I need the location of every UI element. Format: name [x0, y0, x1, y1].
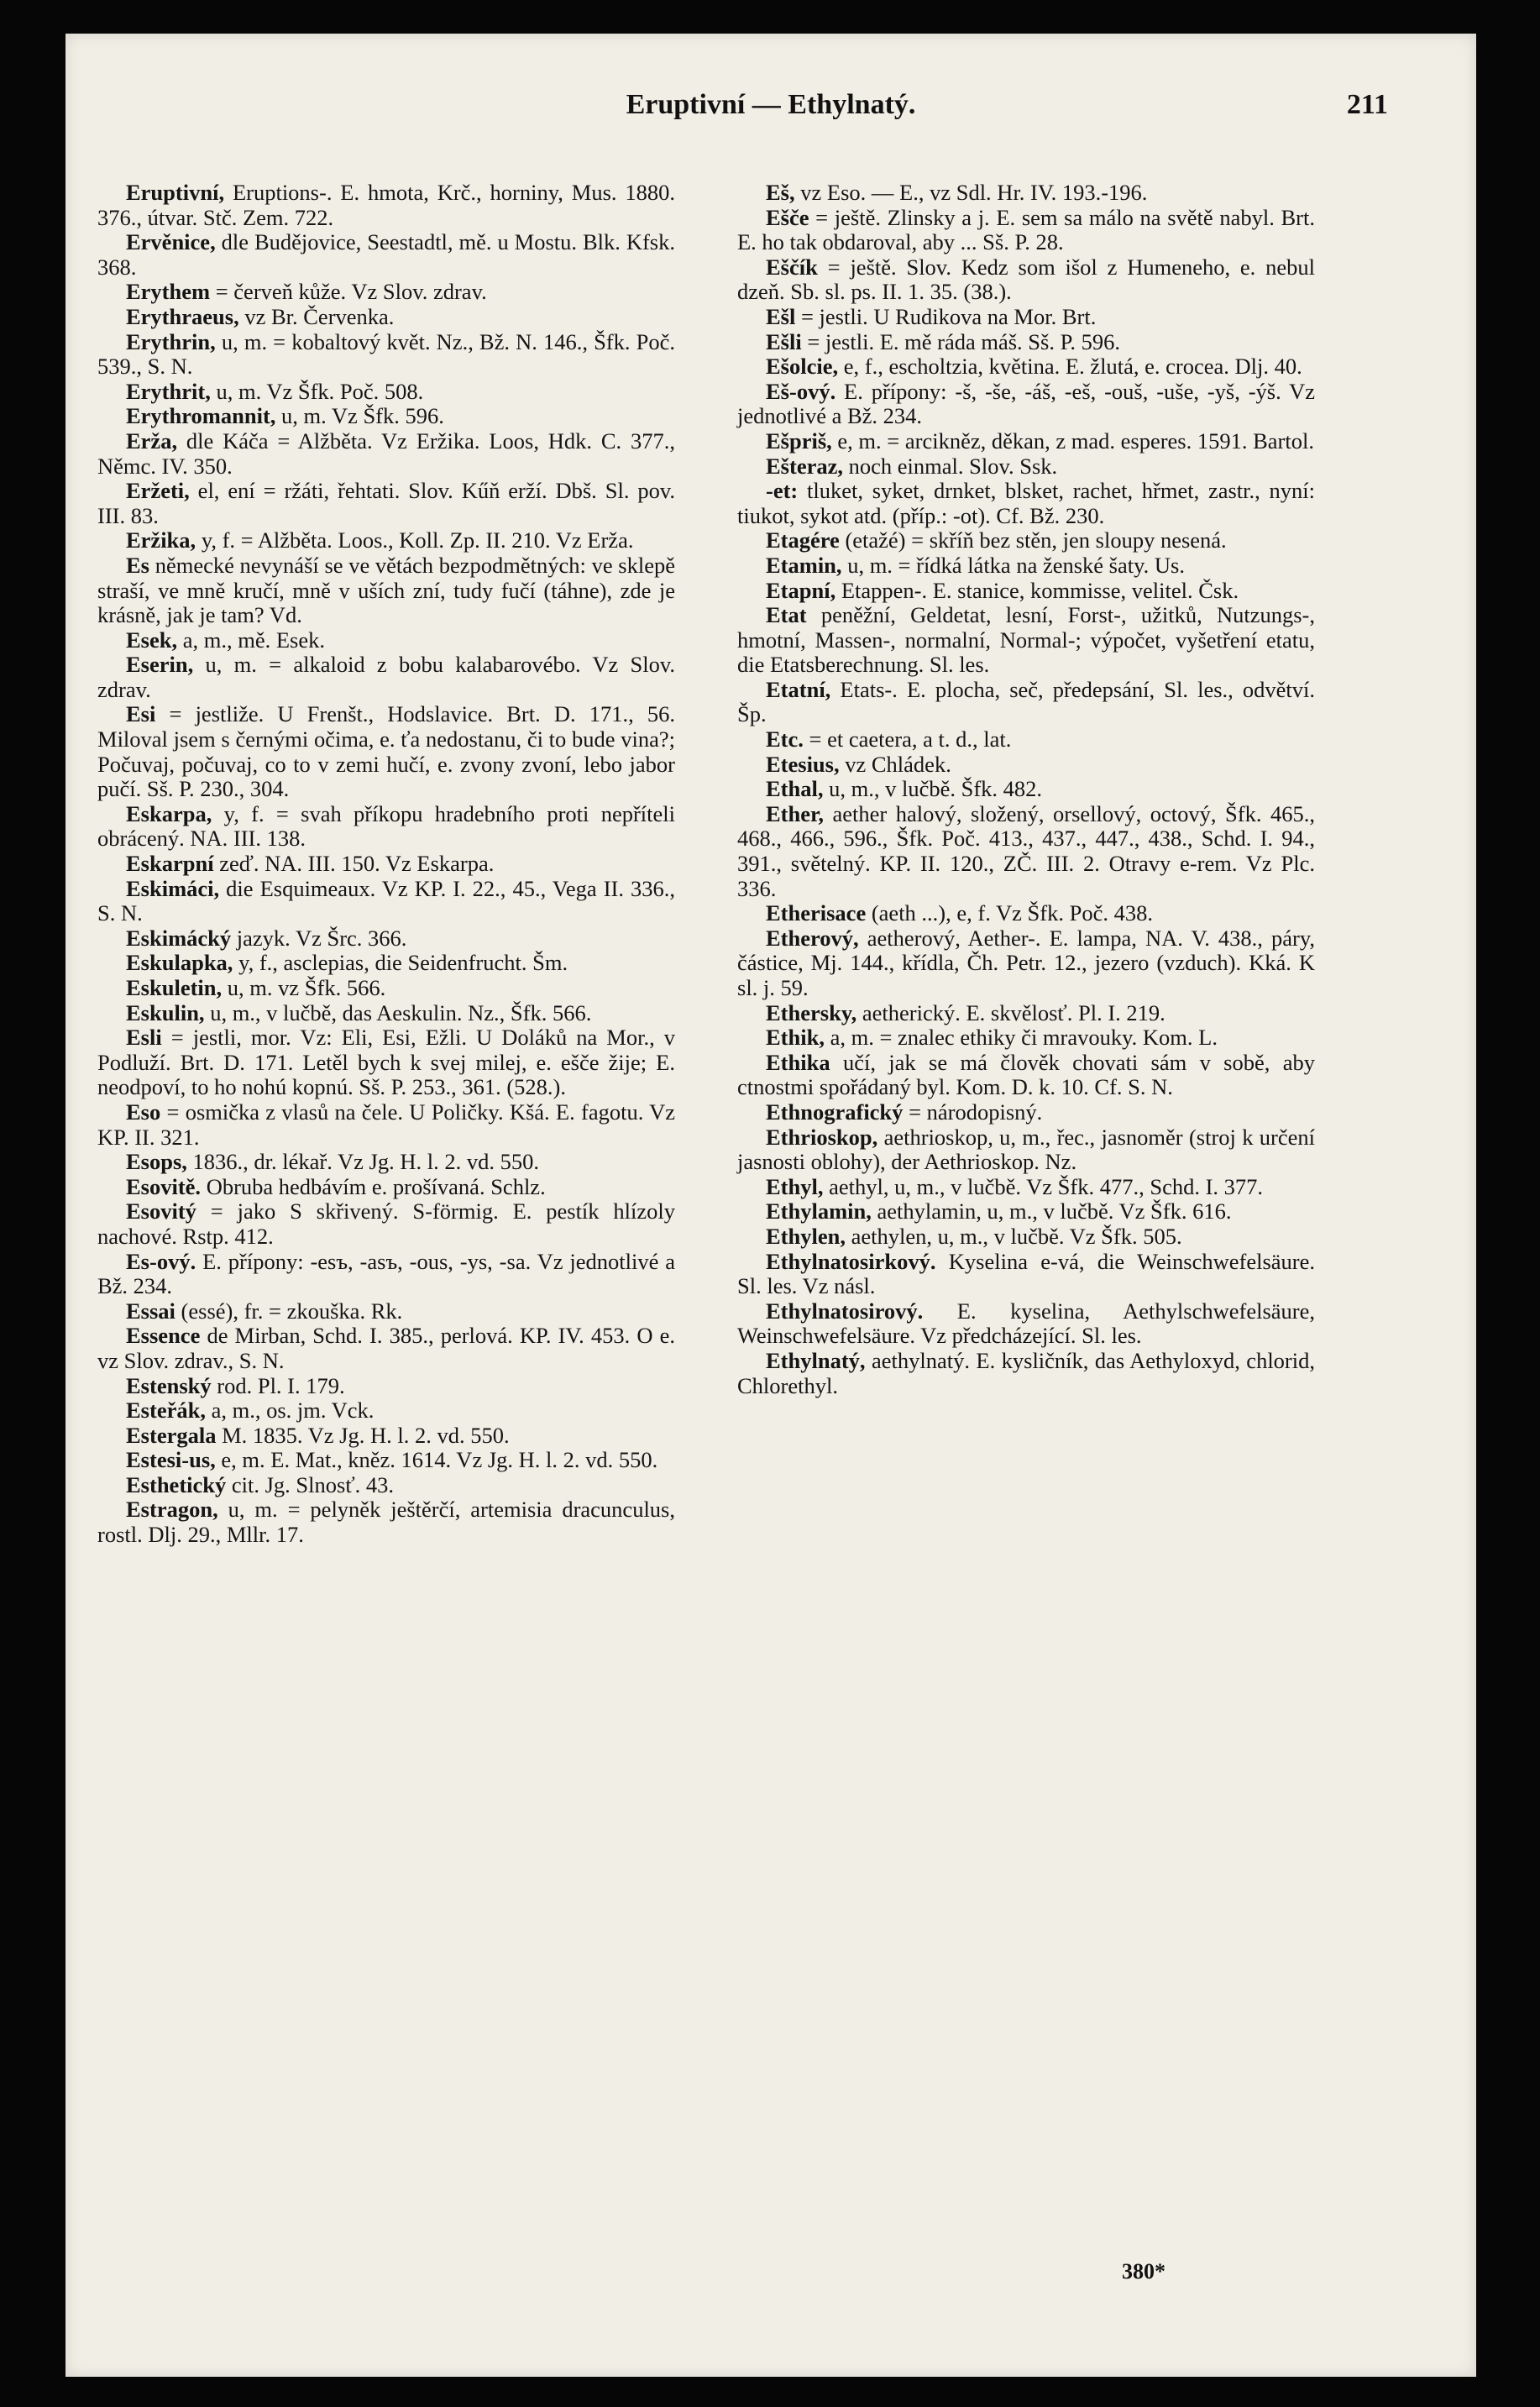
- entry-definition: (etažé) = skříň bez stěn, jen sloupy nesená.: [839, 527, 1227, 553]
- entry-definition: Obruba hedbávím e. prošívaná. Schlz.: [201, 1173, 546, 1199]
- entry-definition: = jestliže. U Frenšt., Hodslavice. Brt. D. 171., 56. Miloval jsem s černými očima, e. ťa nedostanu, či to bude vina?; Počuvaj, počuvaj, co to v zemi hučí, e. zvony zvoní, lebo jabor pučí. Sš. P. 230., 304.: [97, 701, 675, 802]
- entry-headword: Esek,: [126, 627, 178, 653]
- entry-headword: Eskimáci,: [126, 875, 220, 901]
- entry-definition: E. přípony: -esъ, -asъ, -ous, -ys, -sa. Vz jednotlivé a Bž. 234.: [97, 1248, 675, 1299]
- entry-headword: Eruptivní,: [126, 180, 225, 205]
- entry-headword: Erythraeus,: [126, 303, 239, 329]
- dictionary-entry: [737, 802, 1315, 901]
- entry-definition: rod. Pl. I. 179.: [211, 1372, 345, 1398]
- dictionary-entry: [97, 877, 675, 926]
- dictionary-entry: [97, 1175, 675, 1200]
- entry-headword: Ethyl,: [766, 1173, 824, 1199]
- entry-definition: u, m. = alkaloid z bobu kalabarovébo. Vz Slov. zdrav.: [97, 652, 675, 702]
- entry-headword: Ethylnatosirkový.: [766, 1248, 936, 1274]
- dictionary-entry: [97, 1100, 675, 1150]
- entry-headword: Esi: [126, 701, 156, 727]
- entry-definition: = ještě. Slov. Kedz som išol z Humeneho, e. nebul dzeň. Sb. sl. ps. II. 1. 35. (38.).: [737, 254, 1315, 305]
- entry-headword: Etagére: [766, 527, 840, 553]
- entry-definition: e, m. = arcikněz, děkan, z mad. esperes. 1591. Bartol.: [831, 427, 1314, 454]
- entry-headword: Eščík: [766, 254, 818, 280]
- page-number: 211: [1346, 89, 1388, 120]
- entry-definition: u, m. = kobaltový květ. Nz., Bž. N. 146., Šfk. Poč. 539., S. N.: [97, 328, 675, 380]
- entry-definition: e, f., escholtzia, květina. E. žlutá, e. crocea. Dlj. 40.: [838, 354, 1302, 380]
- entry-headword: Ethnografický: [766, 1099, 904, 1125]
- entry-definition: cit. Jg. Slnosť. 43.: [226, 1471, 395, 1497]
- entry-definition: = červeň kůže. Vz Slov. zdrav.: [210, 279, 487, 305]
- dictionary-entry: [737, 1025, 1315, 1051]
- entry-definition: y, f. = Alžběta. Loos., Koll. Zp. II. 210. Vz Erža.: [196, 527, 634, 553]
- entry-definition: 1836., dr. lékař. Vz Jg. H. l. 2. vd. 550.: [186, 1149, 539, 1175]
- entry-headword: Ethrioskop,: [766, 1124, 878, 1150]
- entry-headword: Eskarpní: [126, 851, 214, 877]
- dictionary-entry: [737, 1349, 1315, 1398]
- entry-headword: Eso: [126, 1099, 161, 1125]
- entry-headword: Erythrin,: [126, 328, 216, 354]
- entry-headword: Ervěnice,: [126, 229, 216, 255]
- dictionary-entry: [97, 479, 675, 528]
- entry-headword: Erythrit,: [126, 378, 211, 404]
- dictionary-entry: [97, 305, 675, 330]
- entry-definition: E. přípony: -š, -še, -áš, -eš, -ouš, -uše, -yš, -ýš. Vz jednotlivé a Bž. 234.: [737, 378, 1315, 429]
- entry-headword: Estragon,: [126, 1497, 218, 1523]
- entry-definition: učí, jak se má člověk chovati sám v sobě, aby ctnostmi spořádaný byl. Kom. D. k. 10. Cf. S. N.: [737, 1049, 1315, 1100]
- entry-headword: Eserin,: [126, 652, 194, 678]
- entry-definition: aetherový, Aether-. E. lampa, NA. V. 438., páry, částice, Mj. 144., křídla, Čh. Petr. 12., jezero (vzduch). Kká. K sl. j. 59.: [737, 925, 1315, 1000]
- entry-headword: Esli: [126, 1025, 162, 1051]
- dictionary-entry: [737, 479, 1315, 528]
- dictionary-entry: [737, 1250, 1315, 1299]
- dictionary-entry: [737, 206, 1315, 255]
- entry-definition: M. 1835. Vz Jg. H. l. 2. vd. 550.: [216, 1422, 510, 1448]
- entry-definition: = osmička z vlasů na čele. U Poličky. Kšá. E. fagotu. Vz KP. II. 321.: [97, 1099, 675, 1150]
- entry-definition: = jestli, mor. Vz: Eli, Esi, Ežli. U Doláků na Mor., v Podluží. Brt. D. 171. Letěl bych k svej milej, e. ešče žije; E. neodpoví, to ho nohú kopnú. Sš. P. 253., 361. (528.).: [97, 1025, 675, 1100]
- entry-headword: Eš,: [766, 180, 795, 205]
- dictionary-entry: [97, 1497, 675, 1547]
- entry-definition: = ještě. Zlinsky a j. E. sem sa málo na světě nabyl. Brt. E. ho tak obdaroval, aby ... Sš. P. 28.: [737, 204, 1315, 255]
- entry-headword: Ešpriš,: [766, 427, 832, 454]
- entry-headword: Ethal,: [766, 776, 824, 802]
- entry-headword: Esovitě.: [126, 1173, 202, 1199]
- entry-definition: aethylen, u, m., v lučbě. Vz Šfk. 505.: [845, 1223, 1182, 1249]
- entry-definition: u, m. Vz Šfk. 596.: [275, 403, 444, 429]
- entry-definition: vz Br. Červenka.: [238, 303, 395, 329]
- entry-headword: Etherový,: [766, 925, 859, 951]
- entry-definition: die Esquimeaux. Vz KP. I. 22., 45., Vega II. 336., S. N.: [97, 875, 675, 926]
- entry-definition: vz Eso. — E., vz Sdl. Hr. IV. 193.-196.: [794, 180, 1148, 205]
- dictionary-entry: [97, 951, 675, 976]
- entry-headword: Etherisace: [766, 900, 867, 926]
- entry-definition: aether halový, složený, orsellový, octový, Šfk. 465., 468., 466., 596., Šfk. Poč. 413., 437., 447., 438., Schd. I. 94., 391., světelný. KP. II. 120., ZČ. III. 2. Otravy e-rem. Vz Plc. 336.: [737, 800, 1315, 901]
- entry-headword: -et:: [766, 478, 799, 504]
- dictionary-entry: [737, 305, 1315, 330]
- entry-definition: = jestli. U Rudikova na Mor. Brt.: [795, 303, 1097, 329]
- entry-definition: e, m. E. Mat., kněz. 1614. Vz Jg. H. l. 2. vd. 550.: [215, 1447, 658, 1473]
- entry-headword: Eržeti,: [126, 478, 190, 504]
- entry-definition: Etappen-. E. stanice, kommisse, velitel. Čsk.: [835, 577, 1239, 603]
- entry-headword: Estesi-us,: [126, 1447, 216, 1473]
- entry-headword: Esthetický: [126, 1471, 227, 1497]
- dictionary-entry: [737, 454, 1315, 480]
- dictionary-entry: [737, 1175, 1315, 1200]
- page-header: [65, 89, 1476, 148]
- dictionary-entry: [97, 653, 675, 702]
- dictionary-entry: [97, 976, 675, 1001]
- dictionary-entry: [737, 1100, 1315, 1125]
- entry-definition: = et caetera, a t. d., lat.: [803, 726, 1012, 753]
- entry-headword: Esops,: [126, 1149, 187, 1175]
- dictionary-entry: [737, 1001, 1315, 1026]
- dictionary-entry: [97, 702, 675, 801]
- entry-definition: u, m., v lučbě, das Aeskulin. Nz., Šfk. 566.: [204, 999, 592, 1025]
- entry-definition: peněžní, Geldetat, lesní, Forst-, užitků, Nutzungs-, hmotní, Massen-, normalní, Normal-; výpočet, vyšetření etatu, die Etatsberechnung. Sl. les.: [737, 602, 1315, 678]
- entry-headword: Etat: [766, 602, 807, 628]
- dictionary-entry: [97, 404, 675, 429]
- entry-headword: Es-ový.: [126, 1248, 196, 1274]
- entry-headword: Etatní,: [766, 676, 831, 702]
- dictionary-entry: [737, 603, 1315, 678]
- dictionary-entry: [97, 802, 675, 852]
- dictionary-entry: [737, 753, 1315, 778]
- dictionary-entry: [97, 1448, 675, 1473]
- entry-headword: Ešl: [766, 303, 796, 329]
- entry-definition: Kyselina e-vá, die Weinschwefelsäure. Sl. les. Vz násl.: [737, 1248, 1315, 1299]
- entry-headword: Es: [126, 552, 149, 578]
- dictionary-entry: [737, 1125, 1315, 1175]
- entry-headword: Ethersky,: [766, 999, 857, 1025]
- entry-headword: Ešče: [766, 204, 809, 230]
- entry-definition: u, m. = pelyněk ještěrčí, artemisia dracunculus, rostl. Dlj. 29., Mllr. 17.: [97, 1497, 675, 1548]
- entry-headword: Ešli: [766, 328, 802, 354]
- entry-headword: Eskulapka,: [126, 950, 233, 976]
- entry-definition: u, m. = řídká látka na ženské šaty. Us.: [841, 552, 1185, 578]
- entry-definition: noch einmal. Slov. Ssk.: [842, 453, 1058, 479]
- dictionary-page: [65, 34, 1476, 2377]
- dictionary-entry: [737, 1199, 1315, 1224]
- entry-definition: a, m., mě. Esek.: [177, 627, 326, 653]
- entry-headword: Essai: [126, 1298, 175, 1324]
- entry-definition: aethylamin, u, m., v lučbě. Vz Šfk. 616.: [871, 1198, 1232, 1224]
- entry-headword: Ethylnatosirový.: [766, 1298, 924, 1324]
- dictionary-entry: [97, 429, 675, 479]
- entry-definition: E. kyselina, Aethylschwefelsäure, Weinschwefelsäure. Vz předcházející. Sl. les.: [737, 1298, 1315, 1349]
- entry-definition: (aeth ...), e, f. Vz Šfk. Poč. 438.: [866, 900, 1153, 926]
- entry-definition: u, m. Vz Šfk. Poč. 508.: [210, 378, 424, 404]
- entry-definition: aethrioskop, u, m., řec., jasnoměr (stroj k určení jasnosti oblohy), der Aethrioskop. Nz.: [737, 1124, 1315, 1175]
- entry-definition: vz Chládek.: [839, 751, 951, 777]
- entry-definition: a, m. = znalec ethiky či mravouky. Kom. L.: [824, 1025, 1218, 1051]
- dictionary-entry: [737, 727, 1315, 753]
- dictionary-entry: [97, 230, 675, 280]
- running-head: Eruptivní — Ethylnatý.: [626, 89, 916, 120]
- dictionary-entry: [97, 628, 675, 653]
- entry-definition: de Mirban, Schd. I. 385., perlová. KP. IV. 453. O e. vz Slov. zdrav., S. N.: [97, 1323, 675, 1373]
- entry-definition: dle Budějovice, Seestadtl, mě. u Mostu. Blk. Kfsk. 368.: [97, 229, 675, 280]
- entry-definition: aetherický. E. skvělosť. Pl. I. 219.: [856, 999, 1165, 1025]
- entry-headword: Ešolcie,: [766, 354, 839, 380]
- entry-headword: Essence: [126, 1323, 201, 1349]
- entry-definition: y, f., asclepias, die Seidenfrucht. Šm.: [233, 950, 568, 976]
- entry-definition: zeď. NA. III. 150. Vz Eskarpa.: [213, 851, 495, 877]
- entry-headword: Etapní,: [766, 577, 836, 603]
- entry-headword: Eskimácký: [126, 925, 232, 951]
- entry-definition: u, m. vz Šfk. 566.: [222, 975, 386, 1000]
- entry-definition: Etats-. E. plocha, seč, předepsání, Sl. les., odvětví. Šp.: [737, 676, 1315, 727]
- dictionary-entry: [737, 1299, 1315, 1349]
- dictionary-entry: [97, 1199, 675, 1249]
- dictionary-entry: [97, 1150, 675, 1175]
- dictionary-entry: [97, 553, 675, 628]
- printer-signature: 380*: [1122, 2259, 1165, 2284]
- dictionary-entry: [97, 852, 675, 877]
- dictionary-entry: [97, 1250, 675, 1299]
- dictionary-entry: [737, 330, 1315, 355]
- entry-headword: Etamin,: [766, 552, 842, 578]
- dictionary-entry: [737, 528, 1315, 553]
- entry-definition: tluket, syket, drnket, blsket, rachet, hřmet, zastr., nyní: tiukot, sykot atd. (příp.: -ot). Cf. Bž. 230.: [737, 478, 1315, 528]
- dictionary-entry: [737, 553, 1315, 579]
- dictionary-entry: [97, 1324, 675, 1373]
- entry-headword: Ethylen,: [766, 1223, 846, 1249]
- dictionary-entry: [737, 255, 1315, 305]
- dictionary-entry: [737, 380, 1315, 429]
- dictionary-entry: [737, 777, 1315, 802]
- dictionary-entry: [97, 1424, 675, 1449]
- entry-definition: y, f. = svah příkopu hradebního proti nepříteli obrácený. NA. III. 138.: [97, 800, 675, 852]
- entry-headword: Eš-ový.: [766, 378, 836, 404]
- entry-definition: německé nevynáší se ve větách bezpodmětných: ve sklepě straší, ve mně kručí, mně v uších zní, tudy fučí (táhne), zde je krásně, jak je tam? Vd.: [97, 552, 675, 628]
- dictionary-entry: [97, 1473, 675, 1498]
- dictionary-entry: [97, 528, 675, 553]
- entry-definition: = jestli. E. mě ráda máš. Sš. P. 596.: [801, 328, 1121, 354]
- dictionary-entry: [97, 1299, 675, 1324]
- dictionary-entry: [97, 926, 675, 952]
- entry-headword: Esteřák,: [126, 1398, 206, 1424]
- dictionary-entry: [97, 1001, 675, 1026]
- dictionary-entry: [737, 1051, 1315, 1100]
- entry-headword: Eržika,: [126, 527, 196, 553]
- entry-definition: aethylnatý. E. kysličník, das Aethyloxyd, chlorid, Chlorethyl.: [737, 1347, 1315, 1398]
- dictionary-entry: [97, 330, 675, 380]
- entry-headword: Estenský: [126, 1372, 212, 1398]
- dictionary-entry: [97, 1025, 675, 1100]
- entry-headword: Eskarpa,: [126, 800, 212, 826]
- dictionary-entry: [97, 1398, 675, 1424]
- dictionary-entry: [97, 1374, 675, 1399]
- entry-headword: Estergala: [126, 1422, 217, 1448]
- entry-headword: Esovitý: [126, 1198, 196, 1224]
- dictionary-entry: [737, 1224, 1315, 1250]
- entry-headword: Ether,: [766, 800, 824, 826]
- entry-headword: Ešteraz,: [766, 453, 843, 479]
- entry-headword: Ethylnatý,: [766, 1347, 866, 1373]
- entry-headword: Ethylamin,: [766, 1198, 872, 1224]
- dictionary-entry: [737, 429, 1315, 454]
- entry-definition: (essé), fr. = zkouška. Rk.: [175, 1298, 403, 1324]
- dictionary-entry: [737, 354, 1315, 380]
- entry-headword: Erža,: [126, 427, 178, 454]
- dictionary-entry: [97, 380, 675, 405]
- dictionary-entry: [737, 678, 1315, 727]
- entry-definition: jazyk. Vz Šrc. 366.: [231, 925, 407, 951]
- entry-definition: = jako S skřivený. S-förmig. E. pestík hlízoly nachové. Rstp. 412.: [97, 1198, 675, 1249]
- dictionary-entry: [737, 901, 1315, 926]
- entry-definition: aethyl, u, m., v lučbě. Vz Šfk. 477., Schd. I. 377.: [823, 1173, 1264, 1199]
- entry-headword: Ethik,: [766, 1025, 825, 1051]
- entry-definition: dle Káča = Alžběta. Vz Eržika. Loos, Hdk. C. 377., Němc. IV. 350.: [97, 427, 675, 479]
- left-column: [97, 181, 675, 1548]
- right-column: [737, 181, 1315, 1398]
- entry-definition: el, ení = ržáti, řehtati. Slov. Kűň erží. Dbš. Sl. pov. III. 83.: [97, 478, 675, 528]
- entry-headword: Erythromannit,: [126, 403, 276, 429]
- entry-headword: Etc.: [766, 726, 804, 753]
- dictionary-entry: [737, 926, 1315, 1001]
- entry-headword: Ethika: [766, 1049, 830, 1075]
- entry-headword: Eskulin,: [126, 999, 205, 1025]
- dictionary-entry: [737, 579, 1315, 604]
- entry-definition: Eruptions-. E. hmota, Krč., horniny, Mus. 1880. 376., útvar. Stč. Zem. 722.: [97, 180, 675, 230]
- entry-headword: Etesius,: [766, 751, 840, 777]
- entry-definition: u, m., v lučbě. Šfk. 482.: [823, 776, 1043, 802]
- entry-headword: Eskuletin,: [126, 975, 223, 1000]
- entry-definition: = národopisný.: [903, 1099, 1043, 1125]
- entry-headword: Erythem: [126, 279, 211, 305]
- dictionary-entry: [97, 181, 675, 230]
- entry-definition: a, m., os. jm. Vck.: [205, 1398, 375, 1424]
- dictionary-entry: [737, 181, 1315, 206]
- dictionary-entry: [97, 280, 675, 305]
